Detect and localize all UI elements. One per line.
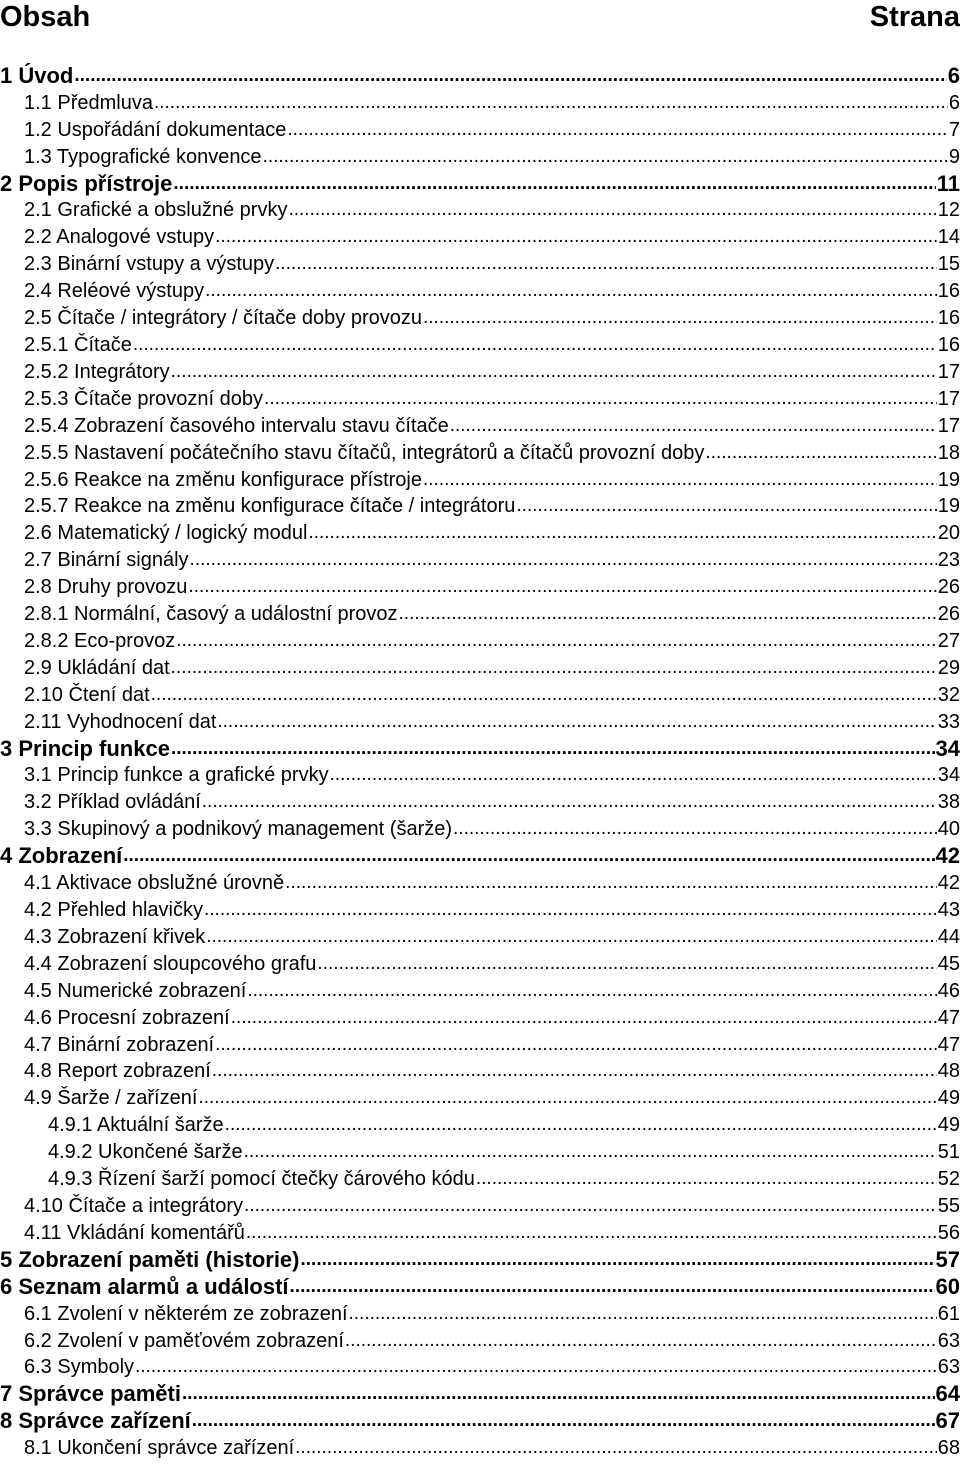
- toc-entry[interactable]: [0, 869, 960, 896]
- toc-entry[interactable]: [0, 116, 960, 143]
- toc-entry-page: 60: [935, 1273, 960, 1299]
- dot-leader: [423, 470, 937, 490]
- toc-entry[interactable]: [0, 493, 960, 520]
- toc-entry-title: 1.2 Uspořádání dokumentace: [24, 118, 287, 141]
- toc-entry-page: 42: [937, 872, 960, 895]
- toc-entry-page: 47: [937, 1033, 960, 1056]
- toc-entry-title: 2.5.2 Integrátory: [24, 360, 170, 383]
- toc-entry-title: 3 Princip funkce: [0, 735, 170, 761]
- toc-entry[interactable]: [0, 89, 960, 116]
- dot-leader: [217, 712, 936, 732]
- toc-entry[interactable]: [0, 412, 960, 439]
- toc-entry[interactable]: [0, 788, 960, 815]
- toc-entry-page: 26: [937, 603, 960, 626]
- dot-leader: [215, 1035, 937, 1055]
- toc-entry-page: 63: [937, 1356, 960, 1379]
- toc-entry[interactable]: [0, 385, 960, 412]
- dot-leader: [275, 254, 937, 274]
- toc-entry-page: 9: [948, 145, 960, 168]
- toc-entry[interactable]: [0, 250, 960, 277]
- toc-entry-title: 2.8.2 Eco-provoz: [24, 629, 176, 652]
- toc-entry-page: 34: [935, 735, 960, 761]
- toc-entry-page: 56: [937, 1221, 960, 1244]
- toc-entry-title: 2.3 Binární vstupy a výstupy: [24, 253, 275, 276]
- toc-entry-title: 4.9.1 Aktuální šarže: [48, 1114, 224, 1137]
- toc-entry[interactable]: [0, 1058, 960, 1085]
- toc-entry-page: 38: [937, 791, 960, 814]
- toc-entry-page: 51: [937, 1141, 960, 1164]
- dot-leader: [123, 846, 934, 866]
- toc-entry[interactable]: [0, 923, 960, 950]
- toc-entry-title: 2.5.7 Reakce na změnu konfigurace čítače / integrátoru: [24, 495, 516, 518]
- toc-entry[interactable]: [0, 170, 960, 197]
- toc-entry-page: 40: [937, 818, 960, 841]
- toc-entry-title: 2.5.6 Reakce na změnu konfigurace přístroje: [24, 468, 422, 491]
- toc-entry-title: 4.6 Procesní zobrazení: [24, 1006, 230, 1029]
- dot-leader: [215, 227, 937, 247]
- toc-entry-page: 16: [937, 280, 960, 303]
- toc-entry[interactable]: [0, 600, 960, 627]
- toc-entry-page: 46: [937, 979, 960, 1002]
- toc-entry[interactable]: [0, 1434, 960, 1461]
- dot-leader: [516, 496, 936, 516]
- dot-leader: [244, 1196, 937, 1216]
- dot-leader: [453, 819, 937, 839]
- toc-entry[interactable]: [0, 1380, 960, 1407]
- toc-entry[interactable]: [0, 1246, 960, 1273]
- toc-entry-page: 61: [937, 1302, 960, 1325]
- dot-leader: [171, 739, 935, 759]
- toc-entry[interactable]: [0, 1031, 960, 1058]
- dot-leader: [476, 1169, 937, 1189]
- toc-entry-page: 17: [937, 360, 960, 383]
- toc-entry[interactable]: [0, 519, 960, 546]
- toc-entry-page: 42: [935, 843, 960, 869]
- toc-entry-title: 6.1 Zvolení v některém ze zobrazení: [24, 1302, 348, 1325]
- toc-entry-title: 2.4 Reléové výstupy: [24, 280, 205, 303]
- toc-entry-page: 32: [937, 683, 960, 706]
- dot-leader: [133, 335, 937, 355]
- toc-entry-title: 4.8 Report zobrazení: [24, 1060, 211, 1083]
- toc-entry[interactable]: [0, 654, 960, 681]
- toc-entry-page: 7: [948, 118, 960, 141]
- toc-entry-title: 1 Úvod: [0, 62, 74, 88]
- toc-entry-title: 2.5.5 Nastavení počátečního stavu čítačů, integrátorů a čítačů provozní doby: [24, 441, 705, 464]
- toc-entry-page: 12: [937, 199, 960, 222]
- toc-entry-title: 5 Zobrazení paměti (historie): [0, 1246, 300, 1272]
- dot-leader: [204, 900, 937, 920]
- dot-leader: [287, 120, 947, 140]
- toc-entry[interactable]: [0, 1165, 960, 1192]
- toc-entry[interactable]: [0, 1004, 960, 1031]
- toc-entry-title: 2.5.1 Čítače: [24, 333, 132, 356]
- toc-entry-page: 26: [937, 576, 960, 599]
- toc-entry-page: 6: [948, 91, 960, 114]
- toc-entry-page: 45: [937, 952, 960, 975]
- toc-entry-page: 17: [937, 414, 960, 437]
- toc-entry-title: 6.2 Zvolení v paměťovém zobrazení: [24, 1329, 344, 1352]
- toc-entry[interactable]: [0, 1219, 960, 1246]
- dot-leader: [192, 1411, 935, 1431]
- toc-entry[interactable]: [0, 466, 960, 493]
- toc-entry[interactable]: [0, 977, 960, 1004]
- toc-entry-page: 55: [937, 1194, 960, 1217]
- dot-leader: [247, 981, 936, 1001]
- toc-entry-page: 44: [937, 925, 960, 948]
- toc-entry-title: 2.11 Vyhodnocení dat: [24, 710, 217, 733]
- toc-entry-title: 4.3 Zobrazení křivek: [24, 925, 206, 948]
- toc-entry-title: 4 Zobrazení: [0, 843, 123, 869]
- dot-leader: [171, 658, 937, 678]
- toc-entry[interactable]: [0, 815, 960, 842]
- toc-entry-title: 7 Správce paměti: [0, 1381, 181, 1407]
- toc-entry-page: 16: [937, 333, 960, 356]
- dot-leader: [295, 1438, 937, 1458]
- toc-entry-title: 2.5.3 Čítače provozní doby: [24, 387, 264, 410]
- dot-leader: [317, 954, 936, 974]
- toc-entry-page: 19: [937, 468, 960, 491]
- toc-entry-title: 2.2 Analogové vstupy: [24, 226, 215, 249]
- toc-entry-title: 2.5 Čítače / integrátory / čítače doby provozu: [24, 307, 422, 330]
- dot-leader: [330, 765, 937, 785]
- toc-entry-title: 2.10 Čtení dat: [24, 683, 150, 706]
- toc-entry-page: 23: [937, 549, 960, 572]
- toc-entry-title: 2.7 Binární signály: [24, 549, 189, 572]
- toc-entry[interactable]: [0, 1327, 960, 1354]
- dot-leader: [135, 1357, 937, 1377]
- toc-entry[interactable]: [0, 1273, 960, 1300]
- dot-leader: [288, 200, 936, 220]
- toc-entry-title: 2.6 Matematický / logický modul: [24, 522, 308, 545]
- toc-entry-title: 3.1 Princip funkce a grafické prvky: [24, 764, 329, 787]
- toc-entry-title: 4.9.3 Řízení šarží pomocí čtečky čárového kódu: [48, 1168, 475, 1191]
- toc-entry-title: 4.10 Čítače a integrátory: [24, 1194, 244, 1217]
- dot-leader: [176, 631, 937, 651]
- toc-entry-title: 2.8 Druhy provozu: [24, 576, 188, 599]
- toc-entry[interactable]: [0, 358, 960, 385]
- dot-leader: [74, 66, 946, 86]
- toc-entry-page: 16: [937, 307, 960, 330]
- toc-entry[interactable]: [0, 223, 960, 250]
- toc-entry-page: 19: [937, 495, 960, 518]
- dot-leader: [205, 281, 937, 301]
- toc-entry-page: 29: [937, 656, 960, 679]
- dot-leader: [212, 1061, 937, 1081]
- toc-entry-title: 2.8.1 Normální, časový a událostní provoz: [24, 603, 398, 626]
- dot-leader: [206, 927, 937, 947]
- toc-entry-title: 4.9.2 Ukončené šarže: [48, 1141, 243, 1164]
- toc-entry-page: 6: [947, 62, 960, 88]
- toc-entry-page: 11: [936, 170, 960, 196]
- toc-entry-page: 68: [937, 1437, 960, 1460]
- toc-entry[interactable]: [0, 842, 960, 869]
- toc-entry[interactable]: [0, 1192, 960, 1219]
- toc-entry[interactable]: [0, 762, 960, 789]
- toc-entry[interactable]: [0, 1354, 960, 1381]
- dot-leader: [705, 443, 936, 463]
- toc-entry-page: 14: [937, 226, 960, 249]
- dot-leader: [450, 416, 937, 436]
- toc-entry-title: 2.9 Ukládání dat: [24, 656, 170, 679]
- toc-entry[interactable]: [0, 896, 960, 923]
- toc-entry[interactable]: [0, 1300, 960, 1327]
- toc-entry-title: 4.11 Vkládání komentářů: [24, 1221, 245, 1244]
- dot-leader: [154, 93, 948, 113]
- dot-leader: [399, 604, 937, 624]
- toc-entry-page: 67: [935, 1408, 960, 1434]
- dot-leader: [225, 1115, 937, 1135]
- toc-entry-title: 2 Popis přístroje: [0, 170, 173, 196]
- toc-entry-title: 8.1 Ukončení správce zařízení: [24, 1437, 295, 1460]
- toc-entry[interactable]: [0, 627, 960, 654]
- contents-heading: Obsah: [0, 1, 91, 33]
- dot-leader: [151, 685, 937, 705]
- toc-entry-title: 4.2 Přehled hlavičky: [24, 899, 203, 921]
- toc-entry[interactable]: [0, 1407, 960, 1434]
- toc-entry-page: 47: [937, 1006, 960, 1029]
- toc-entry-page: 18: [937, 441, 960, 464]
- toc-entry-title: 2.5.4 Zobrazení časového intervalu stavu čítače: [24, 414, 449, 437]
- toc-entry-page: 63: [937, 1329, 960, 1352]
- dot-leader: [202, 792, 937, 812]
- dot-leader: [173, 174, 935, 194]
- toc-entry[interactable]: [0, 277, 960, 304]
- toc-entry-page: 15: [937, 253, 960, 276]
- dot-leader: [244, 1142, 937, 1162]
- dot-leader: [231, 1008, 937, 1028]
- dot-leader: [198, 1088, 936, 1108]
- toc-entry-page: 43: [937, 899, 960, 921]
- dot-leader: [301, 1250, 935, 1270]
- toc-entry-page: 27: [937, 629, 960, 652]
- toc-header: [0, 0, 960, 40]
- toc-entry-title: 3.3 Skupinový a podnikový management (šarže): [24, 818, 453, 841]
- toc-entry[interactable]: [0, 950, 960, 977]
- toc-entry-title: 4.1 Aktivace obslužné úrovně: [24, 872, 285, 895]
- toc-entry-title: 4.4 Zobrazení sloupcového grafu: [24, 952, 317, 975]
- table-of-contents: [0, 62, 960, 1461]
- toc-entry-title: 4.7 Binární zobrazení: [24, 1033, 215, 1056]
- toc-entry-page: 17: [937, 387, 960, 410]
- toc-entry[interactable]: [0, 143, 960, 170]
- toc-entry-page: 20: [937, 522, 960, 545]
- toc-entry-title: 3.2 Příklad ovládání: [24, 791, 201, 814]
- toc-entry-title: 8 Správce zařízení: [0, 1408, 191, 1434]
- toc-entry-page: 64: [935, 1381, 960, 1407]
- dot-leader: [345, 1331, 937, 1351]
- dot-leader: [188, 577, 936, 597]
- toc-entry[interactable]: [0, 708, 960, 735]
- toc-entry[interactable]: [0, 546, 960, 573]
- toc-entry-title: 2.1 Grafické a obslužné prvky: [24, 199, 288, 222]
- toc-entry[interactable]: [0, 735, 960, 762]
- toc-entry[interactable]: [0, 304, 960, 331]
- toc-entry[interactable]: [0, 1084, 960, 1111]
- page-column-heading: Strana: [869, 1, 960, 33]
- toc-entry[interactable]: [0, 439, 960, 466]
- toc-entry[interactable]: [0, 62, 960, 89]
- toc-entry-title: 1.1 Předmluva: [24, 91, 153, 114]
- toc-entry-title: 6 Seznam alarmů a událostí: [0, 1273, 289, 1299]
- dot-leader: [349, 1304, 937, 1324]
- dot-leader: [423, 308, 937, 328]
- toc-entry-title: 4.9 Šarže / zařízení: [24, 1087, 198, 1110]
- toc-entry-page: 34: [937, 764, 960, 787]
- dot-leader: [285, 873, 937, 893]
- toc-entry-page: 48: [937, 1060, 960, 1083]
- toc-entry-title: 6.3 Symboly: [24, 1356, 135, 1379]
- toc-entry-page: 52: [937, 1168, 960, 1191]
- toc-entry-page: 33: [937, 710, 960, 733]
- toc-entry[interactable]: [0, 197, 960, 224]
- toc-entry[interactable]: [0, 1138, 960, 1165]
- dot-leader: [182, 1384, 935, 1404]
- dot-leader: [190, 550, 937, 570]
- toc-entry-page: 49: [937, 1087, 960, 1110]
- toc-entry-title: 1.3 Typografické konvence: [24, 145, 262, 168]
- toc-entry[interactable]: [0, 573, 960, 600]
- toc-entry-title: 4.5 Numerické zobrazení: [24, 979, 247, 1002]
- toc-entry[interactable]: [0, 331, 960, 358]
- toc-entry[interactable]: [0, 681, 960, 708]
- dot-leader: [246, 1223, 937, 1243]
- dot-leader: [264, 389, 937, 409]
- toc-entry-page: 49: [937, 1114, 960, 1137]
- toc-entry-page: 57: [935, 1246, 960, 1272]
- dot-leader: [171, 362, 937, 382]
- dot-leader: [290, 1277, 935, 1297]
- toc-entry[interactable]: [0, 1111, 960, 1138]
- dot-leader: [308, 523, 936, 543]
- dot-leader: [263, 147, 948, 167]
